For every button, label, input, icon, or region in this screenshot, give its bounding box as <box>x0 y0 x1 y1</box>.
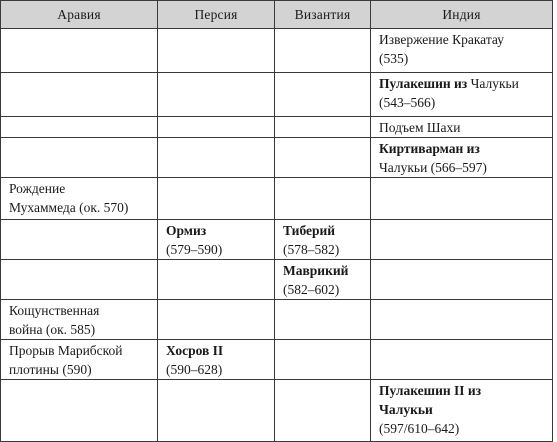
ruler-name: Маврикий <box>283 263 349 278</box>
cell-arabia <box>1 138 158 178</box>
cell-line <box>166 360 268 379</box>
cell-arabia <box>1 73 158 117</box>
cell-line <box>9 179 151 198</box>
ruler-name: Ормиз <box>166 223 207 238</box>
cell-byzantium <box>275 380 371 442</box>
table-row <box>1 138 553 178</box>
cell-arabia <box>1 117 158 138</box>
cell-persia <box>158 117 275 138</box>
cell-byzantium <box>275 260 371 300</box>
cell-india <box>371 260 553 300</box>
cell-persia <box>158 380 275 442</box>
cell-byzantium <box>275 178 371 220</box>
table-row <box>1 380 553 442</box>
cell-byzantium <box>275 138 371 178</box>
cell-line <box>379 118 546 137</box>
ruler-name: Пулакешин из <box>379 76 468 91</box>
cell-byzantium <box>275 73 371 117</box>
header-row <box>1 1 553 29</box>
cell-line <box>9 360 151 379</box>
cell-text: Кощунственная <box>9 303 100 318</box>
cell-line <box>9 320 151 339</box>
cell-line <box>9 301 151 320</box>
cell-text: (579–590) <box>166 242 223 257</box>
cell-text: (597/610–642) <box>379 421 460 436</box>
cell-byzantium <box>275 220 371 260</box>
cell-india <box>371 73 553 117</box>
cell-line <box>379 400 546 419</box>
cell-byzantium <box>275 117 371 138</box>
cell-persia <box>158 138 275 178</box>
table-body <box>1 29 553 442</box>
ruler-name: Чалукьи <box>379 402 433 417</box>
column-header-india: Индия <box>371 1 553 29</box>
cell-text: Прорыв Марибской <box>9 343 123 358</box>
cell-persia <box>158 178 275 220</box>
cell-line <box>9 198 151 217</box>
cell-line <box>379 381 546 400</box>
cell-text: Подъем Шахи <box>379 120 461 135</box>
cell-text: Извержение Кракатау <box>379 32 504 47</box>
cell-arabia <box>1 260 158 300</box>
cell-persia <box>158 29 275 73</box>
ruler-name: Киртиварман из <box>379 141 480 156</box>
cell-persia <box>158 260 275 300</box>
cell-line <box>379 49 546 68</box>
column-header-persia: Персия <box>158 1 275 29</box>
cell-india <box>371 117 553 138</box>
cell-arabia <box>1 380 158 442</box>
cell-arabia <box>1 29 158 73</box>
ruler-name: Тиберий <box>283 223 336 238</box>
ruler-name: Хосров II <box>166 343 224 358</box>
cell-text: Рождение <box>9 181 66 196</box>
cell-india <box>371 138 553 178</box>
cell-india <box>371 380 553 442</box>
cell-line <box>379 139 546 158</box>
cell-persia <box>158 73 275 117</box>
cell-text: (582–602) <box>283 282 340 297</box>
cell-line <box>379 74 546 93</box>
cell-text: (543–566) <box>379 95 436 110</box>
table-row <box>1 340 553 380</box>
cell-line <box>283 280 364 299</box>
cell-line <box>283 261 364 280</box>
cell-text: Чалукьи (566–597) <box>379 160 487 175</box>
cell-india <box>371 220 553 260</box>
cell-byzantium <box>275 300 371 340</box>
cell-line <box>379 30 546 49</box>
cell-india <box>371 300 553 340</box>
cell-line <box>379 419 546 438</box>
cell-persia <box>158 300 275 340</box>
cell-line <box>283 240 364 259</box>
column-header-byzantium: Византия <box>275 1 371 29</box>
column-header-arabia: Аравия <box>1 1 158 29</box>
cell-india <box>371 29 553 73</box>
table-row <box>1 260 553 300</box>
table-row <box>1 300 553 340</box>
cell-line <box>166 341 268 360</box>
cell-byzantium <box>275 29 371 73</box>
table-row <box>1 220 553 260</box>
cell-india <box>371 340 553 380</box>
table-row <box>1 73 553 117</box>
cell-line <box>379 158 546 177</box>
cell-text: плотины (590) <box>9 362 92 377</box>
cell-arabia <box>1 220 158 260</box>
cell-arabia <box>1 300 158 340</box>
cell-text: (590–628) <box>166 362 223 377</box>
cell-arabia <box>1 340 158 380</box>
cell-text: (578–582) <box>283 242 340 257</box>
cell-line <box>166 221 268 240</box>
table-row <box>1 29 553 73</box>
cell-persia <box>158 340 275 380</box>
cell-line <box>283 221 364 240</box>
cell-byzantium <box>275 340 371 380</box>
cell-arabia <box>1 178 158 220</box>
cell-line <box>166 240 268 259</box>
cell-persia <box>158 220 275 260</box>
cell-line <box>9 341 151 360</box>
cell-text: (535) <box>379 51 409 66</box>
ruler-name: Пулакешин II из <box>379 383 482 398</box>
cell-text: Чалукьи <box>467 76 519 91</box>
table-row <box>1 117 553 138</box>
cell-text: война (ок. 585) <box>9 322 96 337</box>
cell-line <box>379 93 546 112</box>
cell-india <box>371 178 553 220</box>
cell-text: Мухаммеда (ок. 570) <box>9 200 129 215</box>
table-row <box>1 178 553 220</box>
